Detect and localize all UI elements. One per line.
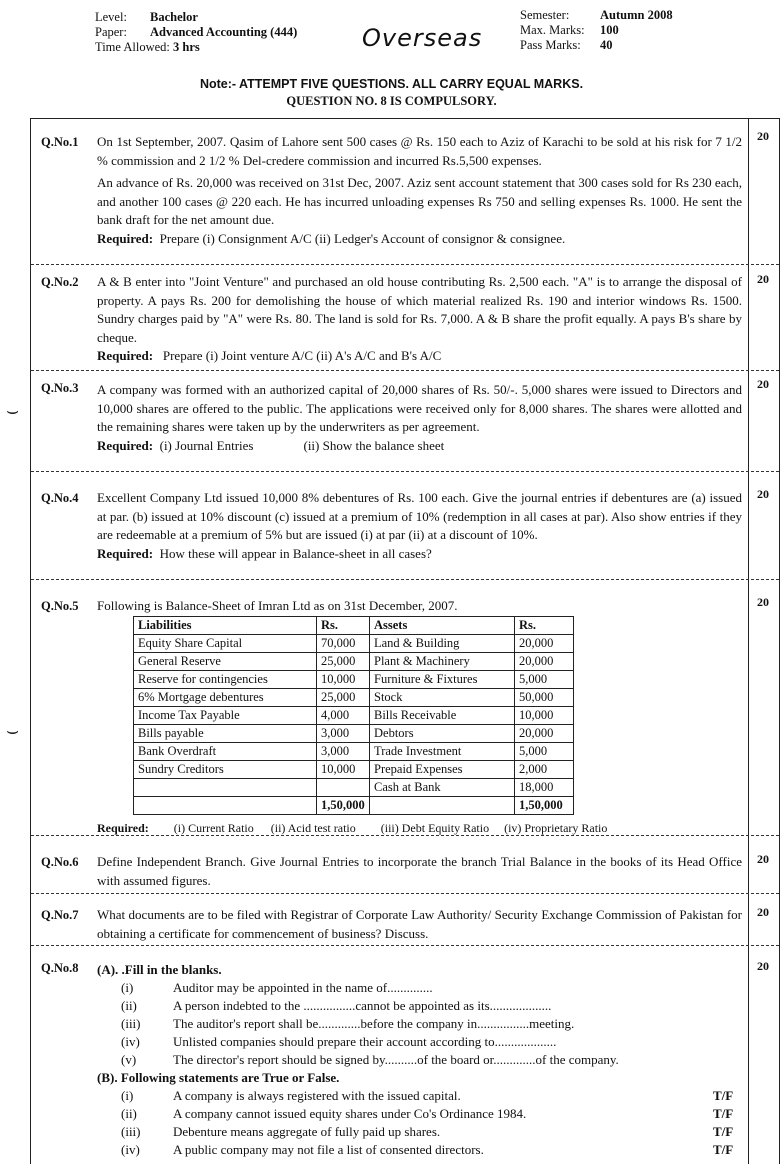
divider	[31, 893, 779, 894]
table-cell: Stock	[370, 689, 515, 707]
divider	[31, 945, 779, 946]
table-row	[134, 725, 574, 743]
table-cell: 5,000	[515, 743, 574, 761]
divider	[31, 264, 779, 265]
q2-required-text: Prepare (i) Joint venture A/C (ii) A's A/C and B's A/C	[162, 348, 442, 363]
table-cell: 6% Mortgage debentures	[134, 689, 317, 707]
true-false-marker: T/F	[713, 1142, 734, 1157]
paper-label: Paper:	[95, 25, 127, 39]
item-number: (v)	[121, 1052, 137, 1067]
time-value: 3 hrs	[173, 40, 200, 54]
item-number: (iii)	[121, 1124, 141, 1139]
note-line-2: QUESTION NO. 8 IS COMPULSORY.	[286, 94, 497, 108]
item-text: A person indebted to the ................cannot be appointed as its...................	[173, 998, 552, 1013]
table-cell: Land & Building	[370, 635, 515, 653]
table-cell: Reserve for contingencies	[134, 671, 317, 689]
table-cell: 4,000	[317, 707, 370, 725]
item-text: Debenture means aggregate of fully paid up shares.	[173, 1124, 441, 1139]
table-cell: 70,000	[317, 635, 370, 653]
divider	[31, 471, 779, 472]
blank-item	[97, 1015, 742, 1033]
item-number: (i)	[121, 1088, 134, 1103]
header-right	[520, 8, 673, 53]
table-row	[134, 635, 574, 653]
q1-marks: 20	[757, 129, 769, 143]
q5-req-item: (ii) Acid test ratio	[270, 821, 356, 835]
table-row	[134, 671, 574, 689]
table-cell: 20,000	[515, 653, 574, 671]
table-row	[134, 689, 574, 707]
q7-text: What documents are to be filed with Registrar of Corporate Law Authority/ Security Exchange Commission of Pakistan for obtaining a certificate for commencement of business? Discuss.	[97, 907, 742, 941]
table-header-row	[134, 617, 574, 635]
divider	[31, 835, 779, 836]
q5-required-label: Required:	[97, 821, 149, 835]
q5-req-item: (iii) Debt Equity Ratio	[380, 821, 490, 835]
q5-number: Q.No.5	[41, 599, 79, 613]
q2-required	[97, 347, 742, 366]
table-cell: Furniture & Fixtures	[370, 671, 515, 689]
time-label: Time Allowed:	[95, 40, 170, 54]
q8-part-b-title: (B). Following statements are True or False.	[97, 1070, 340, 1085]
true-false-marker: T/F	[713, 1106, 734, 1121]
level-label: Level:	[95, 10, 127, 24]
table-cell: 25,000	[317, 653, 370, 671]
q7-marks: 20	[757, 905, 769, 919]
table-cell: 18,000	[515, 779, 574, 797]
table-row	[134, 653, 574, 671]
item-text: A public company may not file a list of consented directors.	[173, 1142, 484, 1157]
item-number: (iii)	[121, 1016, 141, 1031]
q8-part-a-title: (A). .Fill in the blanks.	[97, 962, 222, 977]
q4-required-label: Required:	[97, 545, 154, 561]
q3-required-text-2: (ii) Show the balance sheet	[303, 437, 445, 453]
true-false-item	[97, 1123, 742, 1141]
paper-value: Advanced Accounting (444)	[150, 25, 298, 39]
q1-body	[97, 133, 742, 248]
table-row	[134, 743, 574, 761]
max-marks-value: 100	[600, 23, 619, 37]
q3-required-text: (i) Journal Entries	[159, 437, 254, 453]
divider	[31, 370, 779, 371]
item-text: The director's report should be signed by..........of the board or.............of the company.	[173, 1052, 619, 1067]
q4-marks: 20	[757, 487, 769, 501]
table-cell: 20,000	[515, 635, 574, 653]
item-text: The auditor's report shall be.............before the company in................meeting.	[173, 1016, 575, 1031]
table-cell: 2,000	[515, 761, 574, 779]
q1-required	[97, 230, 742, 249]
item-number: (ii)	[121, 998, 137, 1013]
q8-body	[97, 961, 742, 1159]
table-cell	[370, 797, 515, 815]
item-number: (ii)	[121, 1106, 137, 1121]
item-text: Unlisted companies should prepare their account according to...................	[173, 1034, 557, 1049]
table-cell: 5,000	[515, 671, 574, 689]
handwritten-note: Overseas	[362, 24, 483, 52]
q4-body	[97, 489, 742, 563]
total-row	[134, 797, 574, 815]
true-false-item	[97, 1141, 742, 1159]
table-cell: Debtors	[370, 725, 515, 743]
q1-text-2: An advance of Rs. 20,000 was received on 31st Dec, 2007. Aziz sent account statement that 300 cases sold for Rs 230 each, and another 100 cases @ 220 each. He has incurred unloading expenses Rs 750 and selling expenses Rs. 1000. He sent the bank draft for the net amount due.	[97, 175, 742, 227]
balance-sheet-table	[133, 616, 574, 815]
column-header: Liabilities	[134, 617, 317, 635]
level-value: Bachelor	[150, 10, 198, 24]
q1-number: Q.No.1	[41, 135, 79, 149]
table-cell: 20,000	[515, 725, 574, 743]
table-cell: 1,50,000	[515, 797, 574, 815]
q8-number: Q.No.8	[41, 961, 79, 975]
q4-required-text: How these will appear in Balance-sheet in all cases?	[159, 545, 432, 561]
column-header: Rs.	[515, 617, 574, 635]
true-false-marker: T/F	[713, 1088, 734, 1103]
table-cell: 25,000	[317, 689, 370, 707]
table-cell: 50,000	[515, 689, 574, 707]
instructions-note	[0, 76, 783, 110]
semester-value: Autumn 2008	[600, 8, 673, 22]
q2-text-1: A & B enter into "Joint Venture" and purchased an old house contributing Rs. 2,500 each. "A" is to arrange the disposal of property. A pays Rs. 200 for demolishing the house of which material realized Rs. 190 and interior windows Rs. 1500. Sundry charges paid by "A" were Rs. 80. The land is sold for Rs. 7,000. A & B share the profit equally. A pays B's share by cheque.	[97, 274, 742, 345]
table-cell: Bank Overdraft	[134, 743, 317, 761]
blank-item	[97, 997, 742, 1015]
table-cell: 3,000	[317, 743, 370, 761]
q3-required	[97, 437, 742, 456]
q4-text-1: Excellent Company Ltd issued 10,000 8% debentures of Rs. 100 each. Give the journal entries if debentures are (a) issued at par. (b) issued at 10% discount (c) issued at a premium of 10% (redemption in all cases at par). Also show entries if they are redeemable at a premium of 5% but are issued (i) at par (ii) at a discount of 10%.	[97, 490, 742, 542]
q3-number: Q.No.3	[41, 381, 79, 395]
table-row	[134, 761, 574, 779]
table-cell: Cash at Bank	[370, 779, 515, 797]
semester-label: Semester:	[520, 8, 570, 22]
column-header: Rs.	[317, 617, 370, 635]
pass-marks-label: Pass Marks:	[520, 38, 581, 52]
table-cell	[317, 779, 370, 797]
q7-number: Q.No.7	[41, 908, 79, 922]
q5-intro: Following is Balance-Sheet of Imran Ltd as on 31st December, 2007.	[97, 598, 458, 613]
table-cell	[134, 779, 317, 797]
q6-number: Q.No.6	[41, 855, 79, 869]
q1-required-text: Prepare (i) Consignment A/C (ii) Ledger's Account of consignor & consignee.	[159, 230, 566, 246]
q2-marks: 20	[757, 272, 769, 286]
true-false-item	[97, 1105, 742, 1123]
divider	[31, 579, 779, 580]
table-row	[134, 707, 574, 725]
q1-required-label: Required:	[97, 230, 154, 246]
q6-text: Define Independent Branch. Give Journal Entries to incorporate the branch Trial Balance in the books of its Head Office with assumed figures.	[97, 854, 742, 888]
table-cell: Sundry Creditors	[134, 761, 317, 779]
table-cell: 10,000	[515, 707, 574, 725]
blank-item	[97, 1051, 742, 1069]
item-number: (iv)	[121, 1034, 140, 1049]
q6-marks: 20	[757, 852, 769, 866]
blank-item	[97, 1033, 742, 1051]
pass-marks-value: 40	[600, 38, 613, 52]
q2-number: Q.No.2	[41, 275, 79, 289]
table-cell: Trade Investment	[370, 743, 515, 761]
item-text: A company is always registered with the issued capital.	[173, 1088, 461, 1103]
q3-required-label: Required:	[97, 437, 154, 453]
margin-tick-mark: ⌣	[6, 398, 20, 422]
table-cell: 10,000	[317, 761, 370, 779]
margin-tick-mark: ⌣	[6, 718, 20, 742]
q8-marks: 20	[757, 959, 769, 973]
note-line-1: Note:- ATTEMPT FIVE QUESTIONS. ALL CARRY EQUAL MARKS.	[199, 77, 584, 91]
q4-required	[97, 545, 742, 564]
q5-req-item: (i) Current Ratio	[173, 821, 254, 835]
table-cell: 1,50,000	[317, 797, 370, 815]
table-cell: Bills Receivable	[370, 707, 515, 725]
table-cell: General Reserve	[134, 653, 317, 671]
max-marks-label: Max. Marks:	[520, 23, 585, 37]
q3-marks: 20	[757, 377, 769, 391]
table-cell: Plant & Machinery	[370, 653, 515, 671]
blank-item	[97, 979, 742, 997]
true-false-marker: T/F	[713, 1124, 734, 1139]
true-false-item	[97, 1087, 742, 1105]
item-number: (i)	[121, 980, 134, 995]
q1-text-1: On 1st September, 2007. Qasim of Lahore sent 500 cases @ Rs. 150 each to Aziz of Karachi to be sold at his risk for 7 1/2 % commission and 2 1/2 % Del-credere commission and incurred Rs.5,500 expenses.	[97, 134, 742, 168]
table-cell	[134, 797, 317, 815]
table-cell: Income Tax Payable	[134, 707, 317, 725]
q3-text-1: A company was formed with an authorized capital of 20,000 shares of Rs. 50/-. 5,000 shares were issued to Directors and 10,000 shares are offered to the public. The applications were received only for 8,000 shares. The shares were allotted and the remaining shares were taken up by the underwriters as per agreement.	[97, 382, 742, 434]
table-cell: Equity Share Capital	[134, 635, 317, 653]
q2-required-label: Required:	[97, 348, 154, 363]
q4-number: Q.No.4	[41, 491, 79, 505]
table-cell: 3,000	[317, 725, 370, 743]
marks-column-divider	[748, 119, 749, 1164]
q5-req-item: (iv) Proprietary Ratio	[504, 821, 608, 835]
item-number: (iv)	[121, 1142, 140, 1157]
table-row	[134, 779, 574, 797]
table-cell: Bills payable	[134, 725, 317, 743]
item-text: A company cannot issued equity shares under Co's Ordinance 1984.	[173, 1106, 527, 1121]
table-cell: Prepaid Expenses	[370, 761, 515, 779]
q2-body	[97, 273, 742, 366]
question-frame	[30, 118, 780, 1164]
column-header: Assets	[370, 617, 515, 635]
q3-body	[97, 381, 742, 455]
table-cell: 10,000	[317, 671, 370, 689]
item-text: Auditor may be appointed in the name of..............	[173, 980, 433, 995]
header-left	[95, 10, 297, 55]
q5-marks: 20	[757, 595, 769, 609]
